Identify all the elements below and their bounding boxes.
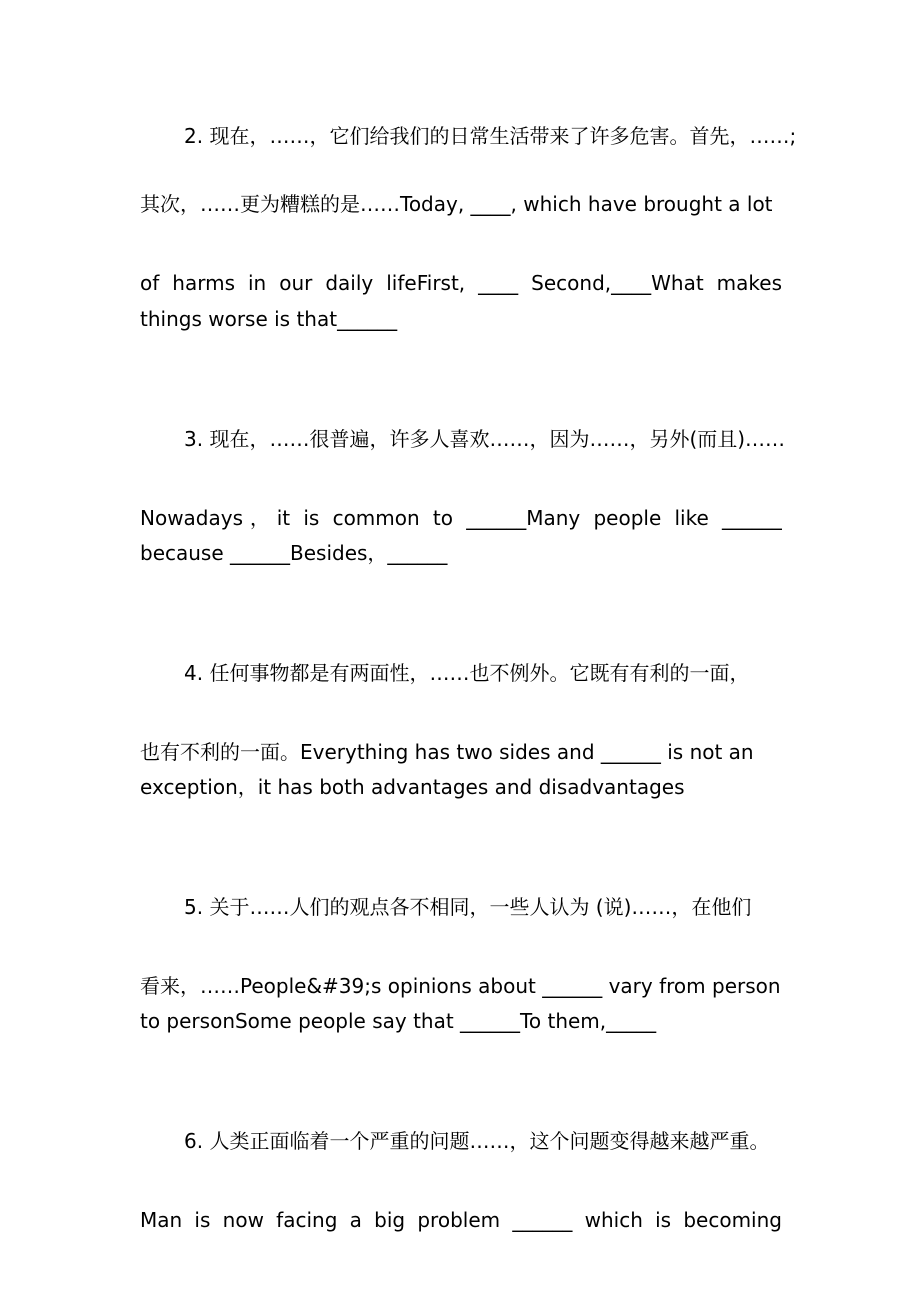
item-4-line-2: 也有不利的一面。Everything has two sides and ______ is not an: [140, 740, 754, 764]
item-6-line-2: Man is now facing a big problem ______ which is becoming: [140, 1208, 782, 1232]
item-3-line-2: Nowadays，it is common to ______Many people like ______: [140, 506, 782, 530]
item-5-line-1: 5. 关于……人们的观点各不相同，一些人认为 (说)……，在他们: [184, 895, 752, 919]
item-2-line-1: 2. 现在，……，它们给我们的日常生活带来了许多危害。首先，……;: [184, 124, 796, 148]
item-4-line-1: 4. 任何事物都是有两面性，……也不例外。它既有有利的一面，: [184, 661, 750, 685]
item-2-line-3: of harms in our daily lifeFirst, ____ Second,____What makes: [140, 271, 782, 295]
item-6-line-1: 6. 人类正面临着一个严重的问题……，这个问题变得越来越严重。: [184, 1129, 770, 1153]
item-3-line-3: because ______Besides，______: [140, 541, 448, 565]
item-5-line-2: 看来，……People&#39;s opinions about ______ vary from person: [140, 974, 781, 998]
item-3-line-1: 3. 现在，……很普遍，许多人喜欢……，因为……，另外(而且)……: [184, 427, 786, 451]
item-5-line-3: to personSome people say that ______To them,_____: [140, 1009, 657, 1033]
item-2-line-4: things worse is that______: [140, 307, 398, 331]
item-4-line-3: exception，it has both advantages and disadvantages: [140, 775, 685, 799]
item-2-line-2: 其次，……更为糟糕的是……Today, ____, which have brought a lot: [140, 192, 773, 216]
